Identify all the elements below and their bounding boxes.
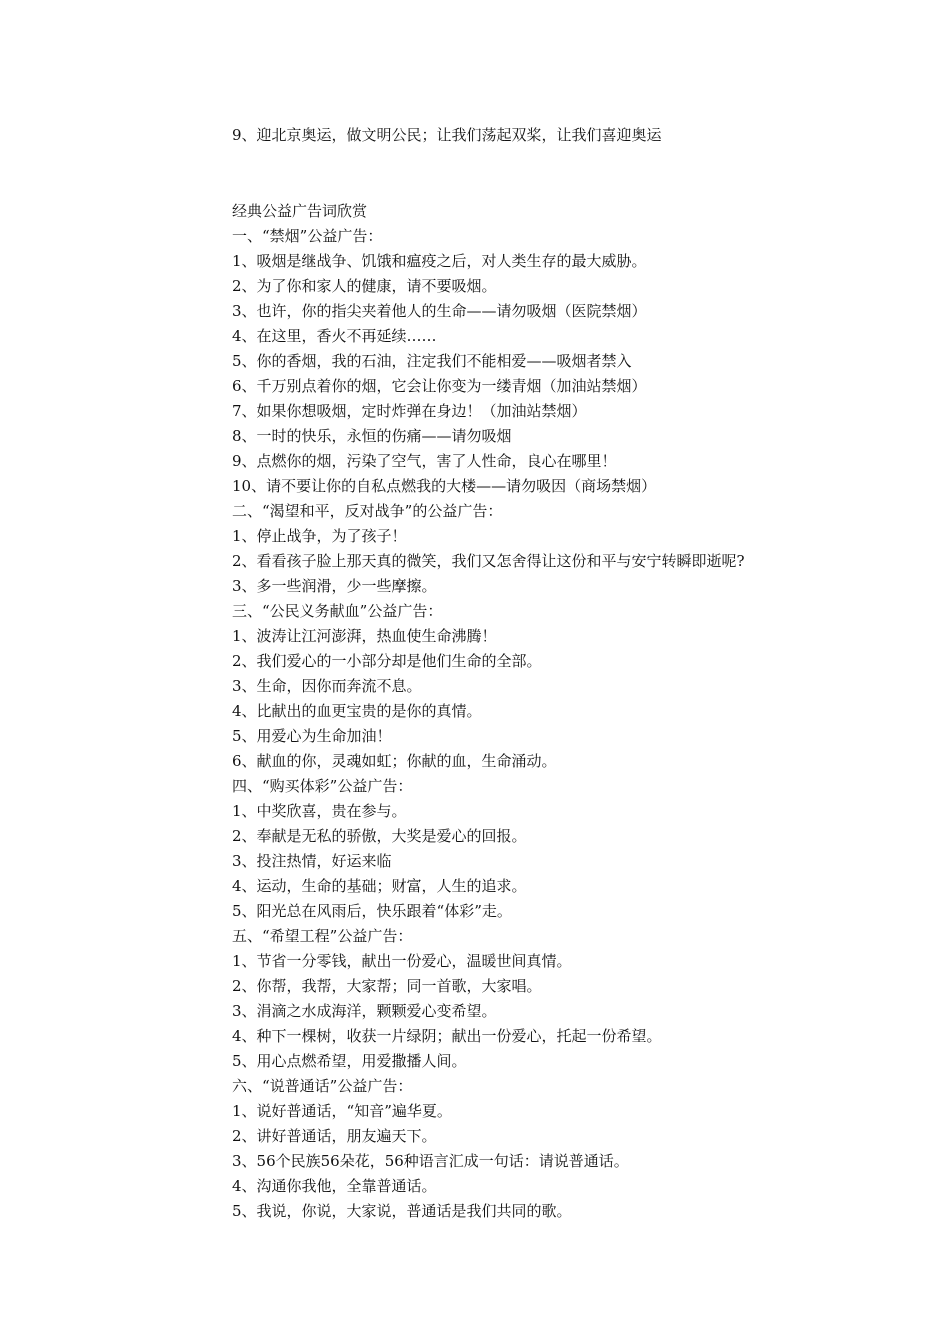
text-line: 10、请不要让你的自私点燃我的大楼——请勿吸因（商场禁烟） (232, 477, 657, 495)
text-line: 2、我们爱心的一小部分却是他们生命的全部。 (232, 652, 542, 670)
text-line: 三、“公民义务献血”公益广告： (232, 602, 443, 620)
text-line: 1、节省一分零钱，献出一份爱心，温暖世间真情。 (232, 952, 572, 970)
text-line: 4、种下一棵树，收获一片绿阴；献出一份爱心，托起一份希望。 (232, 1027, 662, 1045)
text-line: 3、投注热情，好运来临 (232, 852, 392, 870)
text-line: 6、献血的你，灵魂如虹；你献的血，生命涌动。 (232, 752, 557, 770)
text-line: 5、阳光总在风雨后，快乐跟着“体彩”走。 (232, 902, 512, 920)
section-heading: 经典公益广告词欣赏 (232, 202, 368, 220)
text-line: 4、在这里，香火不再延续…… (232, 327, 437, 345)
text-line: 1、说好普通话，“知音”遍华夏。 (232, 1102, 452, 1120)
text-line: 3、56个民族56朵花，56种语言汇成一句话：请说普通话。 (232, 1152, 629, 1170)
body-text-block (232, 200, 932, 1225)
text-line: 二、“渴望和平，反对战争”的公益广告： (232, 502, 503, 520)
text-line: 4、运动，生命的基础；财富，人生的追求。 (232, 877, 527, 895)
text-line: 1、波涛让江河澎湃，热血使生命沸腾！ (232, 627, 497, 645)
text-line: 四、“购买体彩”公益广告： (232, 777, 413, 795)
text-line: 4、沟通你我他，全靠普通话。 (232, 1177, 437, 1195)
text-line: 7、如果你想吸烟，定时炸弹在身边！（加油站禁烟） (232, 402, 587, 420)
text-line: 3、多一些润滑，少一些摩擦。 (232, 577, 437, 595)
text-line: 一、“禁烟”公益广告： (232, 227, 383, 245)
text-line: 1、停止战争，为了孩子！ (232, 527, 407, 545)
text-line: 3、生命，因你而奔流不息。 (232, 677, 422, 695)
text-line: 5、用爱心为生命加油！ (232, 727, 392, 745)
text-line: 2、为了你和家人的健康，请不要吸烟。 (232, 277, 497, 295)
text-line: 2、你帮，我帮，大家帮；同一首歌，大家唱。 (232, 977, 542, 995)
text-line: 3、也许，你的指尖夹着他人的生命——请勿吸烟（医院禁烟） (232, 302, 647, 320)
text-line: 3、涓滴之水成海洋，颗颗爱心变希望。 (232, 1002, 497, 1020)
text-line: 2、奉献是无私的骄傲，大奖是爱心的回报。 (232, 827, 527, 845)
text-line: 4、比献出的血更宝贵的是你的真情。 (232, 702, 482, 720)
text-line: 2、看看孩子脸上那天真的微笑，我们又怎舍得让这份和平与安宁转瞬即逝呢? (232, 552, 745, 570)
text-line: 1、中奖欣喜，贵在参与。 (232, 802, 407, 820)
text-line: 8、一时的快乐，永恒的伤痛——请勿吸烟 (232, 427, 512, 445)
intro-line: 9、迎北京奥运，做文明公民；让我们荡起双桨，让我们喜迎奥运 (232, 126, 662, 144)
text-line: 9、点燃你的烟，污染了空气，害了人性命，良心在哪里！ (232, 452, 617, 470)
text-line: 5、用心点燃希望，用爱撒播人间。 (232, 1052, 467, 1070)
text-line: 6、千万别点着你的烟，它会让你变为一缕青烟（加油站禁烟） (232, 377, 647, 395)
text-line: 1、吸烟是继战争、饥饿和瘟疫之后，对人类生存的最大威胁。 (232, 252, 647, 270)
text-line: 五、“希望工程”公益广告： (232, 927, 413, 945)
text-line: 5、你的香烟，我的石油，注定我们不能相爱——吸烟者禁入 (232, 352, 632, 370)
text-line: 5、我说，你说，大家说，普通话是我们共同的歌。 (232, 1202, 572, 1220)
text-line: 六、“说普通话”公益广告： (232, 1077, 413, 1095)
text-line: 2、讲好普通话，朋友遍天下。 (232, 1127, 437, 1145)
